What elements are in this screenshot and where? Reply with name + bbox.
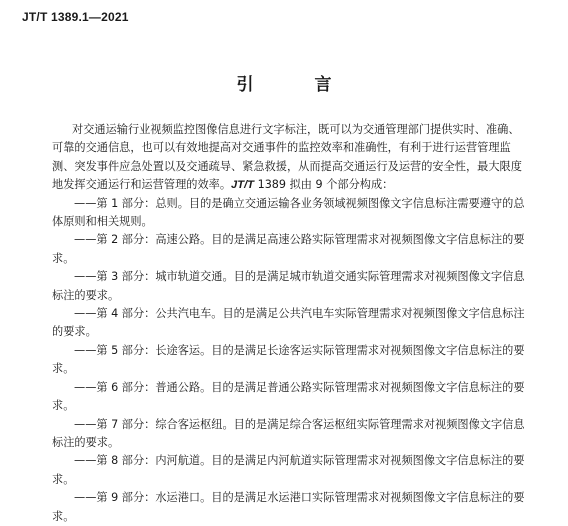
section-title: 引 言 [236, 75, 354, 95]
document-body [52, 121, 530, 526]
standard-reference: JT/T [231, 179, 255, 192]
part-item: ——第 9 部分：水运港口。目的是满足水运港口实际管理需求对视频图像文字信息标注的要求。 [52, 491, 525, 523]
part-item: ——第 6 部分：普通公路。目的是满足普通公路实际管理需求对视频图像文字信息标注的要求。 [52, 380, 525, 413]
part-item: ——第 3 部分：城市轨道交通。目的是满足城市轨道交通实际管理需求对视频图像文字信息标注的要求。 [52, 270, 525, 302]
part-item: ——第 8 部分：内河航道。目的是满足内河航道实际管理需求对视频图像文字信息标注的要求。 [52, 454, 525, 486]
intro-paragraph [52, 121, 530, 195]
part-item: ——第 2 部分：高速公路。目的是满足高速公路实际管理需求对视频图像文字信息标注的要求。 [52, 233, 525, 265]
standard-number: JT/T 1389.1—2021 [22, 10, 129, 24]
intro-text-tail: 1389 拟由 9 个部分构成： [254, 178, 394, 192]
part-item: ——第 5 部分：长途客运。目的是满足长途客运实际管理需求对视频图像文字信息标注的要求。 [52, 343, 525, 376]
part-item: ——第 1 部分：总则。目的是确立交通运输各业务领域视频图像文字信息标注需要遵守的总体原则和相关规则。 [52, 196, 525, 229]
intro-text: 对交通运输行业视频监控图像信息进行文字标注，既可以为交通管理部门提供实时、准确、可靠的交通信息，也可以有效地提高对交通事件的监控效率和准确性，有利于进行运营管理监测、突发事件应急处置以及交通疏导、紧急救援，从而提高交通运行及运营的安全性，最大限度地发挥交通运行和运营管理的效率。 [52, 123, 522, 192]
part-item: ——第 7 部分：综合客运枢纽。目的是满足综合客运枢纽实际管理需求对视频图像文字信息标注的要求。 [52, 417, 525, 449]
part-item: ——第 4 部分：公共汽电车。目的是满足公共汽电车实际管理需求对视频图像文字信息标注的要求。 [52, 307, 525, 339]
